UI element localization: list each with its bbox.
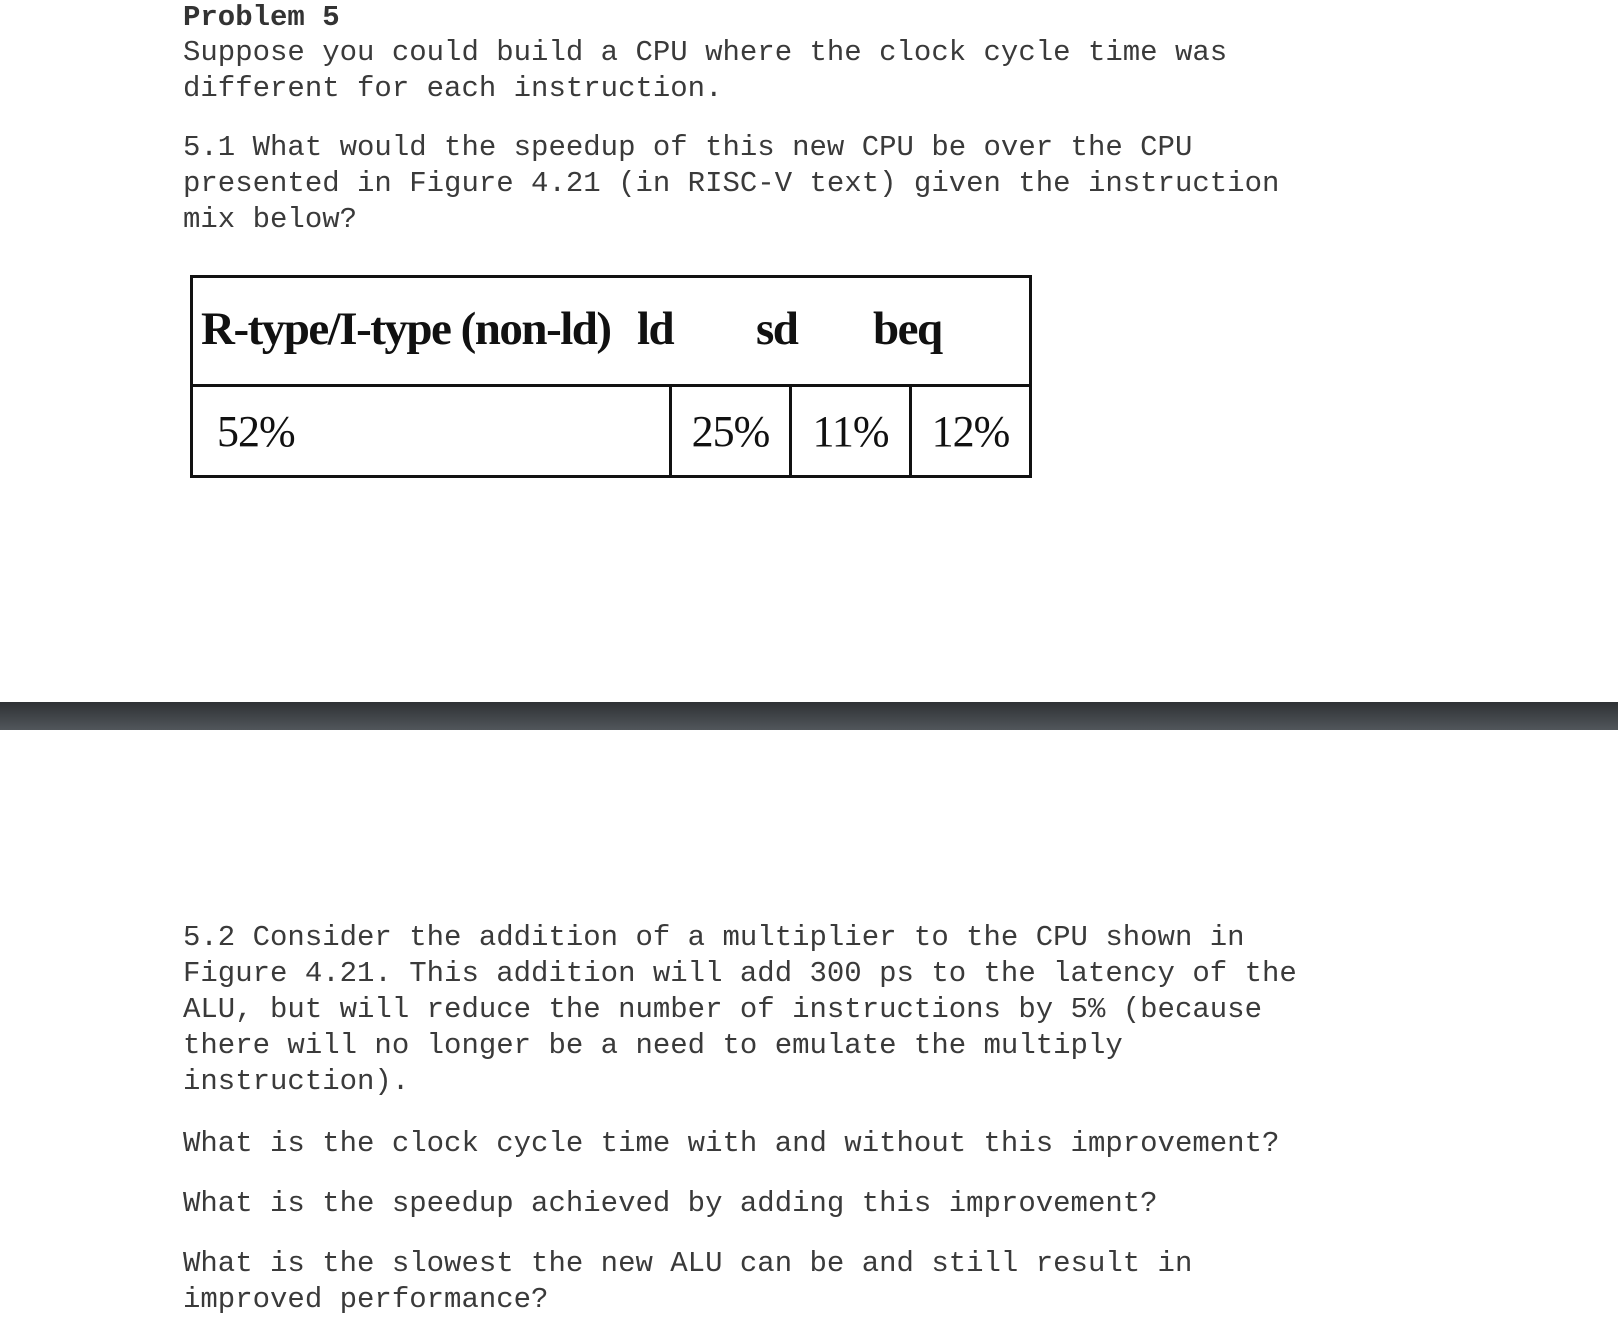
header-beq: beq	[873, 303, 942, 355]
instruction-mix-header	[192, 277, 1031, 386]
question-clock-cycle: What is the clock cycle time with and without this improvement?	[183, 1127, 1280, 1160]
instruction-mix-value-row	[192, 386, 1031, 477]
instruction-mix-header-row	[192, 277, 1031, 386]
question-speedup: What is the speedup achieved by adding this improvement?	[183, 1187, 1158, 1220]
header-sd: sd	[756, 303, 798, 355]
problem-title: Problem 5	[183, 1, 340, 34]
value-rtype: 52%	[192, 386, 671, 477]
page-separator	[0, 702, 1618, 730]
value-beq: 12%	[911, 386, 1031, 477]
question-slowest-alu: What is the slowest the new ALU can be and still result in improved performance?	[183, 1247, 1193, 1316]
instruction-mix-table	[190, 275, 1032, 478]
question-5-2: 5.2 Consider the addition of a multiplier to the CPU shown in Figure 4.21. This addition will add 300 ps to the latency of the ALU, but will reduce the number of instructions by 5% (because there will no longer be a need to emulate the multiply instruction).	[183, 921, 1297, 1098]
problem-intro: Suppose you could build a CPU where the clock cycle time was different for each instruction.	[183, 36, 1228, 105]
question-5-1: 5.1 What would the speedup of this new CPU be over the CPU presented in Figure 4.21 (in RISC-V text) given the instruction mix below?	[183, 131, 1280, 236]
value-ld: 25%	[671, 386, 791, 477]
header-ld: ld	[637, 303, 674, 355]
value-sd: 11%	[791, 386, 911, 477]
header-rtype: R-type/I-type (non-ld)	[201, 303, 611, 355]
